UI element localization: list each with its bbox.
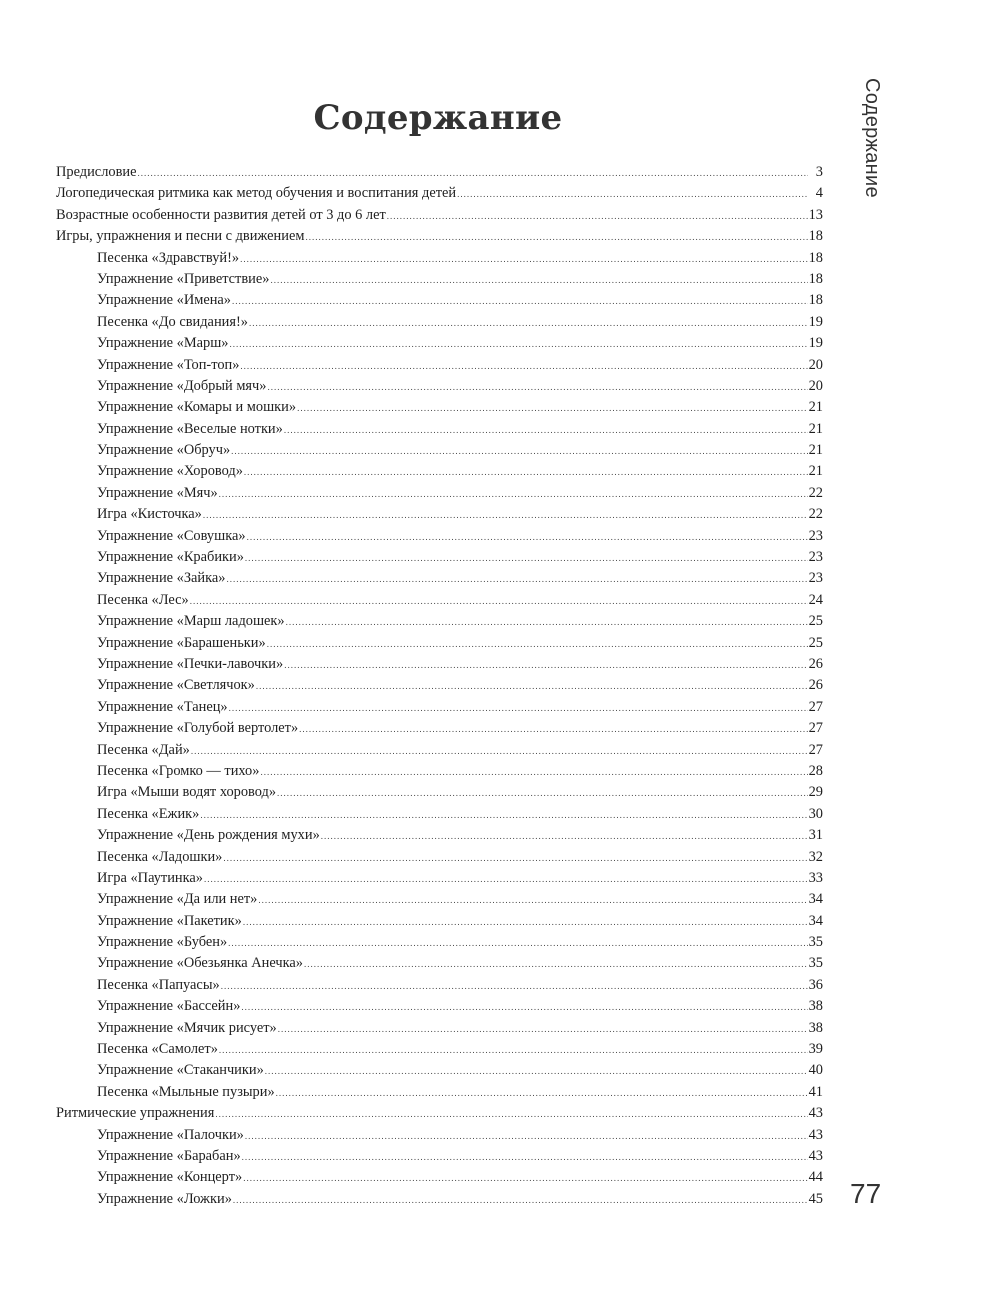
dot-leader [221, 976, 808, 997]
dot-leader [267, 634, 808, 655]
toc-entry-title: Упражнение «Совушка» [97, 527, 246, 544]
page-number: 77 [850, 1178, 882, 1209]
dot-leader [244, 462, 808, 483]
toc-entry-title: Упражнение «Ложки» [97, 1190, 232, 1207]
toc-entry-title: Упражнение «Печки-лавочки» [97, 655, 284, 672]
toc-entry-title: Игра «Паутинка» [97, 869, 203, 886]
toc-subentry [56, 654, 823, 675]
toc-entry [56, 1103, 823, 1124]
toc-entry-page: 24 [808, 591, 823, 608]
dot-leader [304, 954, 808, 975]
toc-entry-title: Ритмические упражнения [56, 1105, 215, 1122]
toc-entry-page: 28 [808, 762, 823, 779]
toc-entry-title: Игра «Кисточка» [97, 506, 202, 523]
dot-leader [203, 505, 808, 526]
toc-subentry [56, 911, 823, 932]
toc-entry-title: Возрастные особенности развития детей от 3 до 6 лет [56, 206, 386, 223]
toc-entry [56, 162, 823, 183]
dot-leader [242, 1147, 808, 1168]
toc-subentry [56, 675, 823, 696]
toc-subentry [56, 868, 823, 889]
toc-entry-title: Упражнение «Танец» [97, 698, 228, 715]
toc-entry-page: 23 [808, 570, 823, 587]
toc-subentry [56, 975, 823, 996]
dot-leader [305, 227, 807, 248]
toc-entry-title: Игра «Мыши водят хоровод» [97, 784, 277, 801]
toc-subentry [56, 419, 823, 440]
toc-entry-title: Предисловие [56, 164, 137, 180]
toc-entry-page: 22 [808, 506, 823, 523]
toc-subentry [56, 804, 823, 825]
dot-leader [278, 1019, 808, 1040]
toc-entry-page: 23 [808, 549, 823, 566]
toc-subentry [56, 568, 823, 589]
toc-entry-page: 35 [808, 955, 823, 972]
dot-leader [270, 270, 807, 291]
toc-entry [56, 226, 823, 247]
toc-entry-page: 40 [808, 1062, 823, 1079]
toc-entry-title: Упражнение «Бубен» [97, 934, 228, 951]
toc-entry-title: Упражнение «Приветствие» [97, 270, 270, 287]
toc-entry-title: Песенка «Громко — тихо» [97, 762, 260, 779]
toc-entry-title: Упражнение «Добрый мяч» [97, 377, 267, 394]
toc-entry-title: Упражнение «Голубой вертолет» [97, 720, 299, 737]
toc-entry-title: Упражнение «Палочки» [97, 1126, 244, 1143]
toc-subentry [56, 633, 823, 654]
toc-entry-title: Песенка «Ежик» [97, 805, 200, 822]
toc-entry-page: 27 [808, 720, 823, 737]
toc-entry-title: Упражнение «Марш» [97, 335, 229, 352]
toc-entry-page: 38 [808, 1019, 823, 1036]
toc-subentry [56, 932, 823, 953]
dot-leader [137, 163, 808, 184]
toc-entry-page: 4 [815, 185, 823, 202]
toc-subentry [56, 1125, 823, 1146]
dot-leader [229, 698, 808, 719]
toc-subentry [56, 269, 823, 290]
toc-entry-page: 18 [808, 292, 823, 309]
toc-entry-page: 36 [808, 976, 823, 993]
dot-leader [276, 1083, 808, 1104]
dot-leader [249, 313, 808, 334]
toc-subentry [56, 847, 823, 868]
toc-subentry [56, 504, 823, 525]
dot-leader [256, 676, 808, 697]
toc-subentry [56, 1146, 823, 1167]
toc-subentry [56, 889, 823, 910]
toc-entry-page: 33 [808, 869, 823, 886]
toc-entry-page: 25 [808, 613, 823, 630]
dot-leader [387, 206, 808, 227]
toc-entry-title: Упражнение «День рождения мухи» [97, 827, 320, 844]
toc-entry-page: 20 [808, 356, 823, 373]
toc-subentry [56, 1060, 823, 1081]
toc-entry-title: Песенка «Дай» [97, 741, 190, 758]
toc-entry-page: 19 [808, 335, 823, 352]
toc-entry-page: 32 [808, 848, 823, 865]
toc-entry-page: 23 [808, 527, 823, 544]
toc-entry-title: Упражнение «Топ-топ» [97, 356, 240, 373]
dot-leader [247, 527, 808, 548]
dot-leader [200, 805, 807, 826]
toc-entry-page: 35 [808, 934, 823, 951]
toc-entry-title: Упражнение «Марш ладошек» [97, 613, 285, 630]
toc-entry-title: Упражнение «Стаканчики» [97, 1062, 264, 1079]
toc-subentry [56, 461, 823, 482]
dot-leader [267, 377, 807, 398]
toc-subentry [56, 483, 823, 504]
toc-entry-title: Упражнение «Зайка» [97, 570, 226, 587]
dot-leader [219, 484, 808, 505]
toc-entry-page: 34 [808, 891, 823, 908]
toc-entry-page: 22 [808, 484, 823, 501]
toc-subentry [56, 312, 823, 333]
toc-entry-title: Игры, упражнения и песни с движением [56, 228, 305, 245]
toc-subentry [56, 440, 823, 461]
toc-entry-title: Упражнение «Мячик рисует» [97, 1019, 277, 1036]
toc-entry-page: 25 [808, 634, 823, 651]
dot-leader [191, 741, 808, 762]
toc-entry-page: 21 [808, 420, 823, 437]
toc-subentry [56, 761, 823, 782]
dot-leader [265, 1061, 808, 1082]
toc-subentry [56, 1082, 823, 1103]
toc-entry-title: Песенка «Самолет» [97, 1041, 218, 1058]
toc-entry-page: 43 [808, 1147, 823, 1164]
toc-entry-title: Упражнение «Хоровод» [97, 463, 243, 480]
dot-leader [258, 890, 807, 911]
toc-entry-title: Песенка «Ладошки» [97, 848, 223, 865]
toc-entry-title: Песенка «Лес» [97, 591, 189, 608]
toc-subentry [56, 1039, 823, 1060]
toc-entry-page: 41 [808, 1083, 823, 1100]
toc-subentry [56, 248, 823, 269]
dot-leader [245, 1126, 808, 1147]
toc-subentry [56, 333, 823, 354]
table-of-contents [56, 162, 823, 1210]
toc-entry-title: Песенка «Здравствуй!» [97, 249, 240, 266]
toc-entry-title: Упражнение «Да или нет» [97, 891, 258, 908]
toc-entry [56, 183, 823, 204]
dot-leader [232, 291, 808, 312]
toc-entry-page: 26 [808, 655, 823, 672]
dot-leader [321, 826, 808, 847]
toc-subentry [56, 718, 823, 739]
toc-entry-page: 18 [808, 249, 823, 266]
toc-entry-page: 13 [808, 206, 823, 223]
toc-subentry [56, 376, 823, 397]
toc-subentry [56, 1167, 823, 1188]
dot-leader [457, 184, 808, 205]
toc-subentry [56, 740, 823, 761]
toc-entry-title: Упражнение «Барашеньки» [97, 634, 266, 651]
toc-entry [56, 205, 823, 226]
toc-entry-title: Песенка «До свидания!» [97, 313, 248, 330]
dot-leader [226, 569, 807, 590]
toc-entry-title: Упражнение «Крабики» [97, 549, 244, 566]
dot-leader [233, 1190, 808, 1211]
dot-leader [260, 762, 807, 783]
dot-leader [228, 933, 807, 954]
toc-entry-title: Упражнение «Комары и мошки» [97, 399, 297, 416]
dot-leader [243, 912, 808, 933]
dot-leader [284, 655, 807, 676]
dot-leader [229, 334, 807, 355]
running-header: Содержание [861, 78, 883, 198]
toc-subentry [56, 996, 823, 1017]
toc-entry-page: 30 [808, 805, 823, 822]
dot-leader [243, 1168, 807, 1189]
dot-leader [284, 420, 808, 441]
dot-leader [223, 848, 807, 869]
toc-entry-page: 21 [808, 442, 823, 459]
toc-entry-page: 3 [815, 164, 823, 180]
toc-entry-page: 29 [808, 784, 823, 801]
toc-entry-title: Упражнение «Барабан» [97, 1147, 241, 1164]
toc-entry-title: Упражнение «Бассейн» [97, 998, 241, 1015]
toc-entry-page: 38 [808, 998, 823, 1015]
dot-leader [190, 591, 808, 612]
dot-leader [297, 398, 808, 419]
toc-entry-page: 21 [808, 399, 823, 416]
page-title: Содержание [313, 98, 563, 138]
toc-entry-page: 18 [808, 270, 823, 287]
toc-subentry [56, 397, 823, 418]
toc-entry-page: 34 [808, 912, 823, 929]
toc-entry-page: 44 [808, 1169, 823, 1186]
toc-entry-page: 43 [808, 1126, 823, 1143]
toc-entry-title: Логопедическая ритмика как метод обучения и воспитания детей [56, 185, 457, 202]
toc-entry-page: 27 [808, 698, 823, 715]
toc-subentry [56, 825, 823, 846]
toc-entry-title: Песенка «Папуасы» [97, 976, 220, 993]
toc-entry-title: Упражнение «Имена» [97, 292, 231, 309]
toc-subentry [56, 590, 823, 611]
dot-leader [240, 249, 808, 270]
toc-subentry [56, 1018, 823, 1039]
toc-entry-title: Упражнение «Веселые нотки» [97, 420, 283, 437]
toc-entry-title: Песенка «Мыльные пузыри» [97, 1083, 275, 1100]
toc-entry-title: Упражнение «Пакетик» [97, 912, 242, 929]
dot-leader [240, 356, 807, 377]
dot-leader [286, 612, 808, 633]
toc-entry-page: 45 [808, 1190, 823, 1207]
toc-subentry [56, 953, 823, 974]
toc-subentry [56, 526, 823, 547]
toc-subentry [56, 611, 823, 632]
toc-entry-page: 21 [808, 463, 823, 480]
toc-entry-title: Упражнение «Концерт» [97, 1169, 243, 1186]
dot-leader [215, 1104, 807, 1125]
toc-entry-page: 31 [808, 827, 823, 844]
dot-leader [299, 719, 807, 740]
toc-subentry [56, 355, 823, 376]
toc-entry-title: Упражнение «Мяч» [97, 484, 218, 501]
toc-subentry [56, 697, 823, 718]
dot-leader [219, 1040, 808, 1061]
toc-entry-title: Упражнение «Светлячок» [97, 677, 255, 694]
toc-entry-page: 20 [808, 377, 823, 394]
toc-entry-page: 18 [808, 228, 823, 245]
toc-entry-title: Упражнение «Обезьянка Анечка» [97, 955, 303, 972]
dot-leader [204, 869, 808, 890]
dot-leader [277, 783, 808, 804]
toc-entry-page: 19 [808, 313, 823, 330]
toc-entry-page: 43 [808, 1105, 823, 1122]
toc-entry-page: 27 [808, 741, 823, 758]
toc-subentry [56, 547, 823, 568]
toc-entry-page: 39 [808, 1041, 823, 1058]
dot-leader [245, 548, 808, 569]
toc-subentry [56, 290, 823, 311]
toc-entry-title: Упражнение «Обруч» [97, 442, 231, 459]
dot-leader [231, 441, 807, 462]
toc-subentry [56, 1189, 823, 1210]
toc-entry-page: 26 [808, 677, 823, 694]
toc-subentry [56, 782, 823, 803]
dot-leader [241, 997, 807, 1018]
